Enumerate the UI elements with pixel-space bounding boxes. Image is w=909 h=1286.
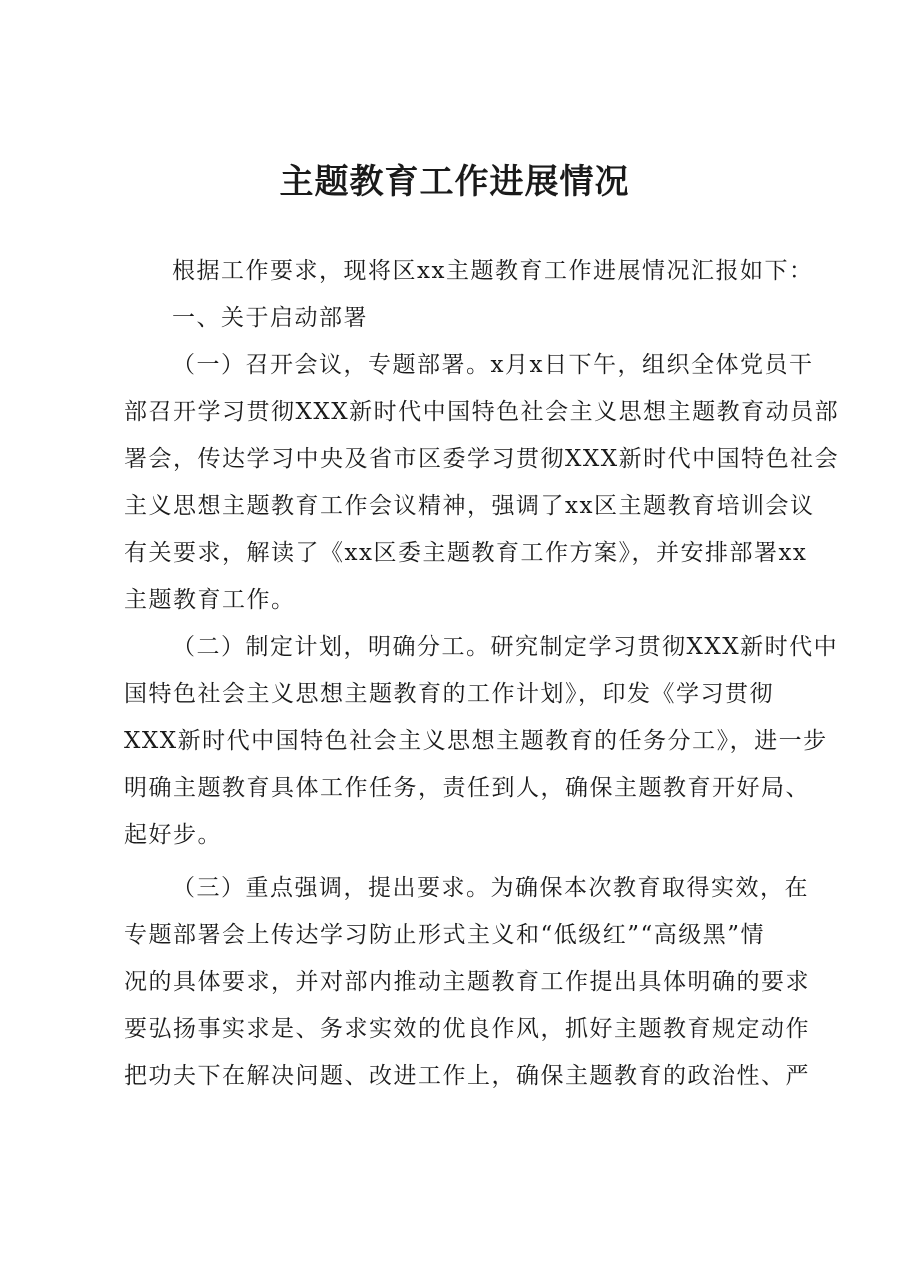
paragraph-1-line-2: 部召开学习贯彻XXX新时代中国特色社会主义思想主题教育动员部 (124, 399, 840, 425)
paragraph-1-line-3: 署会，传达学习中央及省市区委学习贯彻XXX新时代中国特色社会 (124, 446, 840, 472)
paragraph-3-line-3: 况的具体要求，并对部内推动主题教育工作提出具体明确的要求 (124, 969, 810, 995)
paragraph-1-line-4: 主义思想主题教育工作会议精神，强调了xx区主题教育培训会议 (124, 493, 815, 519)
paragraph-2-line-3: XXX新时代中国特色社会主义思想主题教育的任务分工》，进一步 (124, 728, 828, 754)
paragraph-3-line-5: 把功夫下在解决问题、改进工作上，确保主题教育的政治性、严 (124, 1063, 810, 1089)
paragraph-1-line-5: 有关要求，解读了《xx区委主题教育工作方案》，并安排部署xx (124, 540, 808, 566)
paragraph-1-line-6: 主题教育工作。 (124, 587, 296, 613)
paragraph-1-line-1: （一）召开会议，专题部署。x月x日下午，组织全体党员干 (172, 352, 814, 378)
paragraph-2-line-2: 国特色社会主义思想主题教育的工作计划》，印发《学习贯彻 (124, 681, 774, 707)
paragraph-2-line-1: （二）制定计划，明确分工。研究制定学习贯彻XXX新时代中 (172, 634, 839, 660)
paragraph-3-line-1: （三）重点强调，提出要求。为确保本次教育取得实效，在 (172, 875, 809, 901)
intro-line: 根据工作要求，现将区xx主题教育工作进展情况汇报如下： (172, 258, 814, 284)
paragraph-3-line-4: 要弘扬事实求是、务求实效的优良作风，抓好主题教育规定动作 (124, 1016, 810, 1042)
paragraph-2-line-5: 起好步。 (124, 822, 222, 848)
paragraph-2-line-4: 明确主题教育具体工作任务，责任到人，确保主题教育开好局、 (124, 775, 810, 801)
document-title: 主题教育工作进展情况 (279, 162, 630, 202)
paragraph-3-line-2: 专题部署会上传达学习防止形式主义和“低级红”“高级黑”情 (124, 922, 766, 948)
section-heading: 一、关于启动部署 (172, 305, 368, 331)
